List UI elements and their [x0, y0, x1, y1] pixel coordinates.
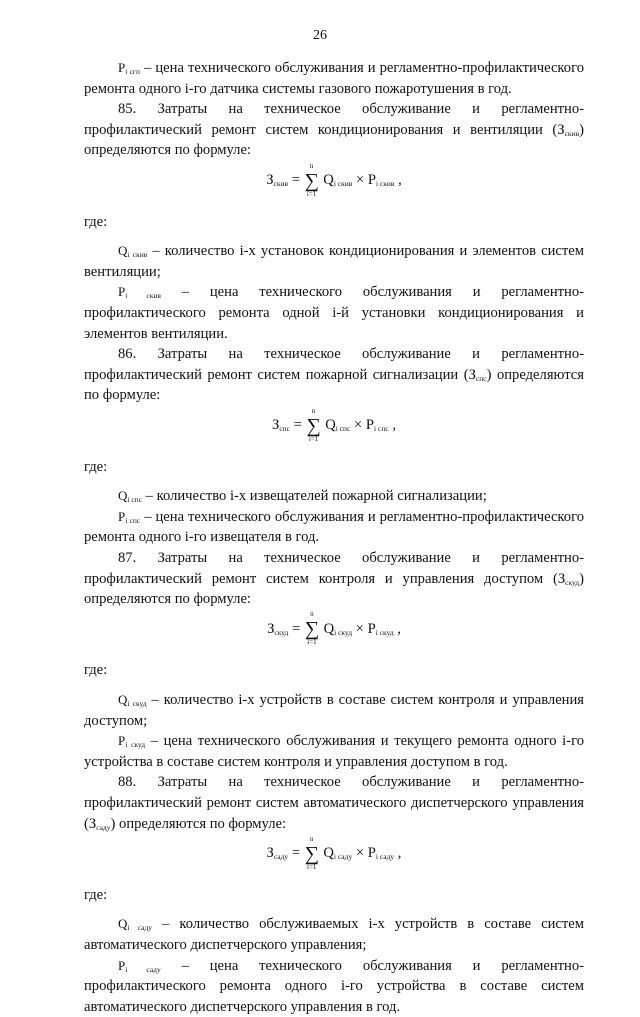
- multiply-sign: ×: [352, 845, 368, 862]
- symbol-subscript: i скив: [127, 250, 148, 260]
- symbol: Q: [118, 916, 128, 932]
- formula-p: P: [367, 171, 376, 188]
- sum-upper-limit: n: [309, 834, 314, 843]
- symbol: P: [118, 508, 126, 524]
- formula-p-subscript: i скив: [375, 178, 395, 188]
- definition-p-isgp: [84, 58, 584, 99]
- symbol: P: [118, 957, 126, 973]
- clause-86-symbol: З: [468, 366, 476, 383]
- clause-86-symbol-subscript: спс: [475, 373, 487, 383]
- symbol: Q: [118, 692, 128, 708]
- formula-q: Q: [325, 416, 336, 433]
- formula-lhs: З: [266, 845, 274, 862]
- clause-85-intro: 85. Затраты на техническое обслуживание и регламентно-профилактический ремонт систем кондиционирования и вентиляции (: [84, 101, 584, 138]
- sum-upper-limit: n: [309, 161, 314, 170]
- definition-text: – количество i-х извещателей пожарной сигнализации;: [142, 488, 487, 505]
- clause-85-symbol-subscript: скив: [564, 128, 580, 138]
- sum-symbol: n ∑ i=1: [304, 834, 319, 871]
- formula-lhs-subscript: саду: [273, 852, 289, 862]
- symbol: Q: [118, 488, 128, 504]
- formula-end: ,: [394, 171, 402, 188]
- clause-88: [84, 772, 584, 834]
- formula-q-subscript: i спс: [335, 423, 351, 433]
- symbol-subscript: i скив: [125, 291, 161, 301]
- clause-87-symbol: З: [557, 570, 566, 587]
- where-label: где:: [84, 886, 108, 903]
- formula-p-subscript: i скуд: [375, 627, 394, 637]
- definition-p: [84, 507, 584, 548]
- equals-sign: =: [288, 620, 304, 637]
- sum-symbol: n ∑ i=1: [304, 610, 320, 647]
- definition-text: – количество i-х устройств в составе систем контроля и управления доступом;: [84, 692, 585, 729]
- formula-lhs-subscript: скуд: [274, 627, 289, 637]
- symbol-subscript: i скуд: [127, 699, 147, 709]
- formula-q: Q: [323, 171, 334, 188]
- definition-q: [84, 486, 584, 507]
- formula-lhs-subscript: скив: [273, 178, 289, 188]
- formula-88: [84, 834, 584, 871]
- formula-lhs-subscript: спс: [279, 423, 290, 433]
- formula-lhs: З: [267, 620, 275, 637]
- where-label: где:: [84, 213, 108, 230]
- multiply-sign: ×: [350, 416, 366, 433]
- sum-lower-limit: i=1: [307, 638, 317, 647]
- formula-86: [84, 406, 584, 443]
- clause-88-intro: 88. Затраты на техническое обслуживание и регламентно-профилактический ремонт систем автоматического диспетчерского управления (: [84, 774, 584, 832]
- symbol-subscript: i спс: [127, 495, 143, 505]
- formula-p-subscript: i саду: [375, 852, 395, 862]
- multiply-sign: ×: [352, 171, 368, 188]
- page-number: 26: [313, 28, 327, 43]
- formula-q-subscript: i саду: [333, 852, 353, 862]
- document-body: [84, 58, 584, 1017]
- clause-85-outro: ) определяются по формуле:: [84, 121, 584, 159]
- definition-text: – цена технического обслуживания и регламентно-профилактического ремонта одного i-го устройства в составе систем автоматического диспетчерского управления в год.: [84, 957, 584, 1015]
- formula-p-subscript: i спс: [374, 423, 389, 433]
- symbol: P: [118, 284, 126, 300]
- clause-85: [84, 99, 584, 161]
- definition-text: – цена технического обслуживания и регламентно-профилактического ремонта одного i-го датчика системы газового пожаротушения в год.: [84, 60, 584, 97]
- clause-85-symbol: З: [557, 121, 565, 138]
- formula-87: [84, 610, 584, 647]
- formula-p: P: [367, 620, 376, 637]
- clause-88-symbol: З: [88, 815, 97, 832]
- sum-lower-limit: i=1: [308, 434, 319, 443]
- formula-q-subscript: i скуд: [334, 627, 353, 637]
- formula-p: P: [367, 845, 376, 862]
- symbol-subscript: i саду: [125, 964, 161, 974]
- sum-upper-limit: n: [311, 406, 316, 415]
- definition-q: [84, 241, 584, 282]
- symbol: P: [118, 733, 126, 749]
- clause-87: [84, 548, 584, 610]
- sum-lower-limit: i=1: [307, 862, 317, 871]
- formula-end: ,: [393, 620, 401, 637]
- formula-end: ,: [394, 845, 402, 862]
- definition-q: [84, 690, 584, 731]
- definition-p: [84, 282, 584, 344]
- equals-sign: =: [288, 845, 304, 862]
- equals-sign: =: [290, 416, 306, 433]
- definition-text: – цена технического обслуживания и регламентно-профилактического ремонта одного i-го извещателя в год.: [84, 508, 584, 546]
- sum-symbol: n ∑ i=1: [306, 406, 321, 443]
- formula-q: Q: [323, 845, 334, 862]
- formula-lhs: З: [272, 416, 280, 433]
- symbol: P: [118, 60, 126, 75]
- clause-86: [84, 344, 584, 406]
- symbol-subscript: i спс: [125, 515, 141, 525]
- clause-87-outro: ) определяются по формуле:: [84, 570, 584, 608]
- symbol-subscript: i сгп: [125, 67, 140, 76]
- sum-symbol: n ∑ i=1: [304, 161, 319, 198]
- definition-p: [84, 956, 584, 1017]
- sum-lower-limit: i=1: [306, 189, 317, 198]
- definition-p: [84, 731, 584, 772]
- clause-87-intro: 87. Затраты на техническое обслуживание и регламентно-профилактический ремонт систем контроля и управления доступом (: [84, 550, 584, 587]
- clause-86-outro: ) определяются по формуле:: [84, 366, 584, 404]
- clause-87-symbol-subscript: скуд: [565, 577, 580, 587]
- formula-lhs: З: [266, 171, 274, 188]
- symbol-subscript: i саду: [127, 923, 153, 933]
- multiply-sign: ×: [352, 620, 368, 637]
- definition-text: – количество i-х установок кондиционирования и элементов систем вентиляции;: [84, 243, 584, 280]
- definition-text: – цена технического обслуживания и регламентно-профилактического ремонта одной i-й установки кондиционирования и элементов вентиляции.: [84, 284, 584, 342]
- formula-p: P: [365, 416, 375, 433]
- formula-end: ,: [388, 416, 396, 433]
- formula-q: Q: [323, 620, 335, 637]
- clause-88-symbol-subscript: саду: [96, 822, 111, 832]
- clause-88-outro: ) определяются по формуле:: [110, 815, 287, 832]
- where-label: где:: [84, 662, 108, 679]
- where-label: где:: [84, 458, 108, 475]
- symbol: Q: [118, 243, 128, 259]
- definition-q: [84, 914, 584, 955]
- definition-text: – цена технического обслуживания и текущего ремонта одного i-го устройства в составе систем контроля и управления доступом в год.: [84, 733, 584, 770]
- sum-upper-limit: n: [310, 610, 314, 619]
- definition-text: – количество обслуживаемых i-х устройств в составе систем автоматического диспетчерского управления;: [84, 916, 584, 954]
- formula-q-subscript: i скив: [333, 178, 353, 188]
- formula-85: [84, 161, 584, 198]
- clause-86-intro: 86. Затраты на техническое обслуживание и регламентно-профилактический ремонт систем пожарной сигнализации (: [84, 346, 584, 383]
- symbol-subscript: i скуд: [125, 740, 146, 750]
- equals-sign: =: [288, 171, 304, 188]
